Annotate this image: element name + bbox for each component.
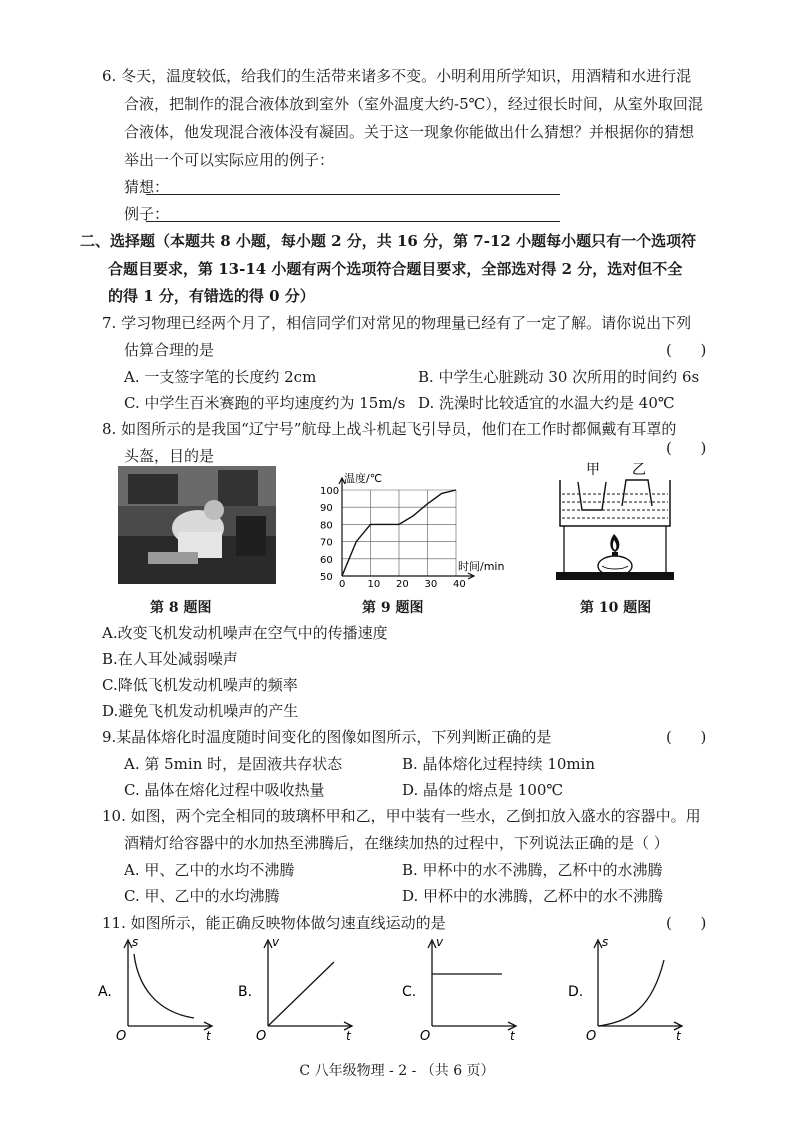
q10-line-1: 10. 如图，两个完全相同的玻璃杯甲和乙，甲中装有一些水，乙倒扣放入盛水的容器中。用 [102, 807, 701, 825]
fig10-label-jia: 甲 [586, 462, 600, 478]
graph-c-origin: O [420, 1029, 431, 1044]
q6-line-1: 6. 冬天，温度较低，给我们的生活带来诸多不变。小明利用所学知识，用酒精和水进行混 [102, 67, 692, 85]
fig10-apparatus [548, 460, 708, 590]
graph-b-origin: O [256, 1029, 267, 1044]
section2-line-3: 的得 1 分，有错选的得 0 分） [108, 287, 315, 305]
graph-c-ylabel: v [436, 935, 444, 949]
q11-graph-b[interactable] [238, 934, 358, 1044]
q6-example-label: 例子： [124, 205, 170, 223]
graph-b-line [268, 962, 334, 1026]
graph-a-origin: O [116, 1029, 127, 1044]
q10-option-b: B. 甲杯中的水不沸腾，乙杯中的水沸腾 [402, 861, 663, 879]
cup-jia [578, 482, 606, 510]
graph-c-label: C. [402, 984, 417, 1000]
chart-y-tick: 90 [320, 503, 333, 515]
graph-a-label: A. [98, 984, 112, 1000]
q6-guess-label: 猜想： [124, 178, 170, 196]
chart-y-tick: 60 [320, 554, 333, 566]
q9-option-c: C. 晶体在熔化过程中吸收热量 [124, 781, 325, 799]
graph-a-curve [134, 954, 194, 1018]
q8-option-a: A.改变飞机发动机噪声在空气中的传播速度 [102, 624, 388, 642]
q9-option-d: D. 晶体的熔点是 100℃ [402, 781, 564, 799]
q6-example-blank[interactable] [146, 221, 560, 222]
q7-line-1: 7. 学习物理已经两个月了，相信同学们对常见的物理量已经有了一定了解。请你说出下列 [102, 314, 692, 332]
q7-option-c: C. 中学生百米赛跑的平均速度约为 15m/s [124, 394, 406, 412]
fig10-caption: 第 10 题图 [580, 600, 652, 616]
q7-line-2: 估算合理的是 [124, 341, 215, 359]
q10-option-d: D. 甲杯中的水沸腾，乙杯中的水不沸腾 [402, 887, 664, 905]
chart-x-tick: 10 [367, 579, 381, 590]
q10-line-2: 酒精灯给容器中的水加热至沸腾后，在继续加热的过程中，下列说法正确的是（ ） [124, 834, 669, 852]
graph-d-xlabel: t [676, 1029, 681, 1043]
q7-option-d: D. 洗澡时比较适宜的水温大约是 40℃ [418, 394, 675, 412]
chart-x-tick: 30 [424, 579, 438, 590]
graph-a-xlabel: t [206, 1029, 211, 1043]
q8-line-2: 头盔，目的是 [124, 447, 215, 465]
graph-d-label: D. [568, 984, 584, 1000]
q11-answer-paren[interactable]: ( ) [666, 914, 707, 932]
q10-option-c: C. 甲、乙中的水均沸腾 [124, 887, 280, 905]
graph-b-label: B. [238, 984, 253, 1000]
chart-xlabel: 时间/min [458, 560, 505, 573]
fig10-label-yi: 乙 [632, 462, 646, 478]
page-footer: C 八年级物理 - 2 - （共 6 页） [299, 1063, 495, 1079]
fig9-chart [312, 462, 505, 590]
q7-answer-paren[interactable]: ( ) [666, 341, 707, 359]
chart-x-tick: 20 [396, 579, 409, 590]
q8-option-d: D.避免飞机发动机噪声的产生 [102, 702, 299, 720]
fig8-photo [118, 466, 276, 584]
q9-line: 9.某晶体熔化时温度随时间变化的图像如图所示，下列判断正确的是 [102, 728, 552, 746]
chart-y-tick: 80 [320, 520, 333, 532]
fig8-caption: 第 8 题图 [150, 600, 212, 616]
graph-a-ylabel: s [132, 935, 139, 949]
q6-line-2: 合液，把制作的混合液体放到室外（室外温度大约-5℃），经过很长时间，从室外取回混 [124, 95, 703, 113]
q9-answer-paren[interactable]: ( ) [666, 728, 707, 746]
q11-line: 11. 如图所示，能正确反映物体做匀速直线运动的是 [102, 914, 446, 932]
chart-x-tick: 40 [453, 579, 466, 590]
q6-guess-blank[interactable] [146, 194, 560, 195]
chart-y-tick: 100 [320, 486, 340, 497]
container-outline [560, 480, 670, 526]
q6-line-3: 合液体，他发现混合液体没有凝固。关于这一现象你能做出什么猜想？并根据你的猜想 [124, 123, 695, 141]
graph-b-xlabel: t [346, 1029, 351, 1043]
q10-option-a: A. 甲、乙中的水均不沸腾 [124, 861, 295, 879]
graph-d-origin: O [586, 1029, 597, 1044]
q6-line-4: 举出一个可以实际应用的例子： [124, 151, 335, 169]
q8-answer-paren[interactable]: ( ) [666, 439, 707, 457]
chart-y-tick: 70 [320, 537, 333, 549]
q9-option-a: A. 第 5min 时，是固液共存状态 [124, 755, 343, 773]
fig9-caption: 第 9 题图 [362, 600, 424, 616]
graph-d-ylabel: s [602, 935, 609, 949]
graph-c-xlabel: t [510, 1029, 515, 1043]
graph-d-curve [598, 960, 664, 1026]
graph-b-ylabel: v [272, 935, 280, 949]
q7-option-b: B. 中学生心脏跳动 30 次所用的时间约 6s [418, 368, 700, 386]
chart-x-tick: 0 [339, 579, 346, 590]
q11-graph-d[interactable] [568, 934, 688, 1044]
q8-option-c: C.降低飞机发动机噪声的频率 [102, 676, 298, 694]
q8-option-b: B.在人耳处减弱噪声 [102, 650, 238, 668]
chart-ylabel: 温度/℃ [344, 472, 383, 485]
q11-graph-c[interactable] [402, 934, 522, 1044]
stand-base [556, 572, 674, 580]
q7-option-a: A. 一支签字笔的长度约 2cm [124, 368, 317, 386]
chart-y-tick: 50 [320, 572, 333, 583]
q9-option-b: B. 晶体熔化过程持续 10min [402, 755, 596, 773]
q8-line-1: 8. 如图所示的是我国“辽宁号”航母上战斗机起飞引导员，他们在工作时都佩戴有耳罩的 [102, 420, 677, 438]
section2-line-1: 二、选择题（本题共 8 小题，每小题 2 分，共 16 分，第 7-12 小题每小题只有一个选项符 [80, 232, 697, 250]
fig8-photo-drawing [118, 466, 276, 584]
q11-graph-a[interactable] [98, 934, 218, 1044]
section2-line-2: 合题目要求，第 13-14 小题有两个选项符合题目要求，全部选对得 2 分，选对但不全 [108, 260, 683, 278]
